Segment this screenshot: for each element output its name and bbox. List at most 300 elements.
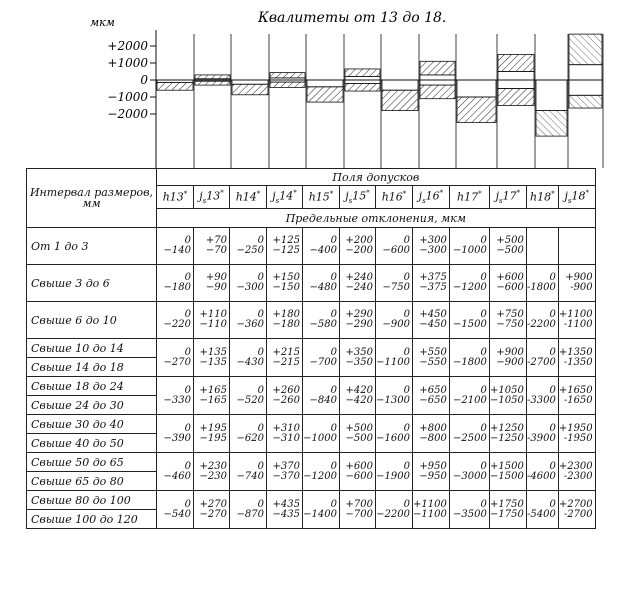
field-header	[413, 186, 450, 209]
deviation-cell	[558, 377, 595, 415]
lower-deviation: −400	[309, 245, 337, 256]
field-header	[558, 186, 595, 209]
lower-deviation: −150	[272, 282, 300, 293]
band-lower-js17	[498, 89, 534, 106]
lower-deviation: −195	[199, 432, 227, 444]
field-grade: 15	[352, 189, 367, 203]
upper-deviation: +650	[419, 384, 447, 396]
lower-deviation: −650	[419, 394, 447, 406]
deviation-cell	[267, 339, 303, 377]
deviation-cell	[194, 302, 230, 339]
deviations-title: Предельные отклонения, мкм	[157, 209, 596, 228]
lower-deviation: −1050	[490, 394, 524, 406]
deviation-cell	[303, 415, 340, 453]
deviation-cell	[157, 491, 194, 529]
upper-deviation: +600	[496, 272, 524, 283]
lower-deviation: -1950	[563, 432, 593, 444]
upper-deviation: +150	[272, 272, 300, 283]
deviation-cell	[449, 228, 489, 265]
upper-deviation: +750	[496, 309, 524, 320]
upper-deviation: +370	[272, 460, 300, 472]
upper-deviation: +90	[205, 272, 227, 283]
lower-deviation: −600	[382, 245, 410, 256]
table-row	[27, 228, 596, 265]
lower-deviation: -2300	[563, 470, 593, 482]
deviation-cell	[303, 339, 340, 377]
deviation-cell	[194, 339, 230, 377]
upper-deviation: 0	[403, 309, 410, 320]
lower-deviation: −1100	[413, 508, 447, 520]
deviation-chart	[0, 0, 618, 170]
deviation-cell	[489, 228, 526, 265]
field-header	[303, 186, 340, 209]
band-lower-h18	[536, 111, 567, 137]
upper-deviation: 0	[480, 384, 487, 396]
lower-deviation: -1350	[563, 356, 593, 368]
deviation-cell	[340, 265, 376, 302]
deviation-cell	[267, 302, 303, 339]
lower-deviation: −180	[272, 319, 300, 330]
lower-deviation: −620	[236, 432, 264, 444]
upper-deviation: +125	[272, 235, 300, 246]
upper-deviation: +70	[205, 235, 227, 246]
lower-deviation: −3000	[453, 470, 487, 482]
interval-label: Свыше 6 до 10	[27, 302, 157, 339]
deviation-cell	[376, 453, 413, 491]
field-sub: s	[348, 196, 353, 205]
lower-deviation: −460	[163, 470, 191, 482]
deviation-cell	[194, 265, 230, 302]
upper-deviation: +215	[272, 346, 300, 358]
field-grade: 18	[571, 189, 586, 203]
lower-deviation: −360	[236, 319, 264, 330]
field-sub: s	[422, 196, 426, 205]
field-base: h	[530, 190, 538, 204]
lower-deviation: -2700	[527, 356, 556, 368]
upper-deviation: +135	[199, 346, 227, 358]
field-header	[340, 186, 376, 209]
lower-deviation: −330	[163, 394, 191, 406]
lower-deviation: -3900	[527, 432, 556, 444]
upper-deviation: +260	[272, 384, 300, 396]
field-grade: 18	[537, 190, 552, 204]
lower-deviation: −1250	[490, 432, 524, 444]
lower-deviation: −740	[236, 470, 264, 482]
upper-deviation: 0	[184, 235, 191, 246]
upper-deviation: +450	[419, 309, 447, 320]
lower-deviation: −800	[419, 432, 447, 444]
deviation-cell	[267, 228, 303, 265]
lower-deviation: −900	[382, 319, 410, 330]
field-sub: s	[498, 196, 503, 205]
upper-deviation: 0	[330, 422, 337, 434]
field-grade: 16	[425, 189, 440, 203]
lower-deviation: −520	[236, 394, 264, 406]
field-grade: 13	[169, 190, 184, 204]
deviation-cell	[303, 302, 340, 339]
deviation-cell	[526, 415, 558, 453]
lower-deviation: −1100	[376, 356, 410, 368]
deviation-cell	[489, 415, 526, 453]
deviation-cell	[413, 491, 450, 529]
deviation-cell	[489, 339, 526, 377]
deviation-cell	[376, 339, 413, 377]
lower-deviation: −300	[236, 282, 264, 293]
deviation-cell	[230, 339, 267, 377]
lower-deviation: −70	[205, 245, 227, 256]
lower-deviation: −1000	[303, 432, 337, 444]
upper-deviation: +300	[419, 235, 447, 246]
table-row	[27, 265, 596, 302]
upper-deviation: +950	[419, 460, 447, 472]
upper-deviation: +200	[345, 235, 373, 246]
upper-deviation: 0	[549, 498, 556, 510]
deviation-cell	[376, 265, 413, 302]
field-star: *	[293, 188, 297, 197]
deviation-cell	[303, 228, 340, 265]
upper-deviation: 0	[257, 309, 264, 320]
upper-deviation: 0	[403, 384, 410, 396]
deviation-cell	[157, 339, 194, 377]
upper-deviation: +290	[345, 309, 373, 320]
band-inner-h15	[307, 80, 343, 87]
tick-label: +2000	[107, 39, 148, 53]
field-grade: 13	[206, 189, 221, 203]
upper-deviation: +1350	[558, 346, 593, 358]
field-star: *	[329, 190, 334, 199]
field-header	[376, 186, 413, 209]
field-grade: 17	[464, 190, 479, 204]
upper-deviation: 0	[549, 272, 556, 283]
lower-deviation: −600	[496, 282, 524, 293]
band-upper-js13	[195, 75, 230, 79]
interval-label: Свыше 100 до 120	[27, 510, 157, 529]
deviation-cell	[526, 377, 558, 415]
lower-deviation: −300	[419, 245, 447, 256]
upper-deviation: +240	[345, 272, 373, 283]
lower-deviation: −3500	[453, 508, 487, 520]
upper-deviation: +230	[199, 460, 227, 472]
field-base: j	[495, 189, 499, 203]
upper-deviation: +165	[199, 384, 227, 396]
lower-deviation: −2100	[453, 394, 487, 406]
lower-deviation: −200	[345, 245, 373, 256]
upper-deviation: 0	[184, 272, 191, 283]
field-base: h	[235, 190, 243, 204]
field-header	[194, 186, 230, 209]
lower-deviation: -2200	[527, 319, 556, 330]
deviation-cell	[230, 228, 267, 265]
upper-deviation: 0	[184, 498, 191, 510]
fields-title: Поля допусков	[157, 169, 596, 186]
deviation-cell	[157, 228, 194, 265]
field-star: *	[220, 188, 224, 197]
lower-deviation: -5400	[527, 508, 556, 520]
axis-unit: мкм	[90, 16, 115, 29]
lower-deviation: -3300	[527, 394, 556, 406]
deviation-cell	[489, 302, 526, 339]
upper-deviation: +1650	[558, 384, 593, 396]
upper-deviation: 0	[403, 346, 410, 358]
upper-deviation: 0	[403, 235, 410, 246]
band-lower-js14	[270, 82, 305, 87]
deviation-cell	[267, 377, 303, 415]
band-inner-h18	[536, 80, 567, 111]
band-inner-h16	[382, 80, 418, 90]
lower-deviation: -4600	[527, 470, 556, 482]
lower-deviation: −430	[236, 356, 264, 368]
upper-deviation: 0	[403, 272, 410, 283]
lower-deviation: −1300	[376, 394, 410, 406]
deviation-cell	[526, 339, 558, 377]
field-star: *	[402, 190, 407, 199]
lower-deviation: −250	[236, 245, 264, 256]
upper-deviation: +800	[419, 422, 447, 434]
lower-deviation: -2700	[563, 508, 593, 520]
deviation-cell	[267, 453, 303, 491]
upper-deviation: 0	[549, 346, 556, 358]
table-row	[27, 302, 596, 339]
upper-deviation: +1500	[490, 460, 524, 472]
lower-deviation: −500	[345, 432, 373, 444]
lower-deviation: −1900	[376, 470, 410, 482]
upper-deviation: +600	[345, 460, 373, 472]
deviation-cell	[449, 491, 489, 529]
field-sub: s	[202, 196, 207, 205]
lower-deviation: −390	[163, 432, 191, 444]
upper-deviation: +110	[199, 309, 227, 320]
upper-deviation: 0	[480, 422, 487, 434]
band-inner-h17	[457, 80, 496, 97]
interval-label: Свыше 50 до 65	[27, 453, 157, 472]
deviation-cell	[558, 339, 595, 377]
upper-deviation: +900	[496, 346, 524, 358]
chart-title: Квалитеты от 13 до 18.	[258, 10, 447, 26]
deviation-cell	[267, 491, 303, 529]
deviation-cell	[558, 265, 595, 302]
table-row	[27, 491, 596, 510]
field-header	[526, 186, 558, 209]
deviation-cell	[489, 265, 526, 302]
interval-label: Свыше 30 до 40	[27, 415, 157, 434]
lower-deviation: −270	[163, 356, 191, 368]
lower-deviation: −420	[345, 394, 373, 406]
deviation-cell	[413, 415, 450, 453]
lower-deviation: −500	[496, 245, 524, 256]
field-header	[489, 186, 526, 209]
lower-deviation: −260	[272, 394, 300, 406]
table-row	[27, 377, 596, 396]
deviation-cell	[230, 377, 267, 415]
deviation-cell	[526, 453, 558, 491]
deviation-cell	[194, 377, 230, 415]
interval-label: От 1 до 3	[27, 228, 157, 265]
field-sub: s	[275, 196, 280, 205]
deviation-cell	[449, 265, 489, 302]
interval-label: Свыше 3 до 6	[27, 265, 157, 302]
deviation-cell	[340, 491, 376, 529]
field-base: j	[199, 189, 203, 203]
upper-deviation: +1100	[413, 498, 447, 510]
band-lower-js18	[569, 95, 602, 108]
lower-deviation: -1100	[563, 319, 593, 330]
deviation-cell	[376, 377, 413, 415]
upper-deviation: 0	[549, 422, 556, 434]
upper-deviation: +900	[565, 272, 593, 283]
upper-deviation: +500	[496, 235, 524, 246]
lower-deviation: −230	[199, 470, 227, 482]
field-grade: 16	[388, 190, 403, 204]
upper-deviation: +550	[419, 346, 447, 358]
upper-deviation: 0	[480, 498, 487, 510]
upper-deviation: +700	[345, 498, 373, 510]
deviation-cell	[413, 228, 450, 265]
lower-deviation: −375	[419, 282, 447, 293]
deviation-cell	[194, 453, 230, 491]
table-row	[27, 339, 596, 358]
deviation-cell	[303, 265, 340, 302]
deviation-cell	[157, 302, 194, 339]
field-star: *	[585, 188, 589, 197]
deviation-cell	[376, 491, 413, 529]
upper-deviation: 0	[480, 346, 487, 358]
lower-deviation: −450	[419, 319, 447, 330]
deviation-cell	[558, 491, 595, 529]
lower-deviation: −1800	[453, 356, 487, 368]
interval-label: Свыше 18 до 24	[27, 377, 157, 396]
field-base: j	[272, 189, 276, 203]
upper-deviation: 0	[549, 384, 556, 396]
lower-deviation: −750	[496, 319, 524, 330]
band-lower-js15	[345, 83, 380, 91]
field-star: *	[439, 188, 444, 197]
lower-deviation: −700	[309, 356, 337, 368]
upper-deviation: 0	[184, 422, 191, 434]
deviation-cell	[376, 302, 413, 339]
upper-deviation: 0	[184, 309, 191, 320]
lower-deviation: −1600	[376, 432, 410, 444]
deviation-cell	[194, 228, 230, 265]
upper-deviation: 0	[184, 460, 191, 472]
table-row	[27, 453, 596, 472]
lower-deviation: −135	[199, 356, 227, 368]
deviation-cell	[157, 453, 194, 491]
upper-deviation: +435	[272, 498, 300, 510]
band-lower-h16	[382, 90, 418, 110]
upper-deviation: +1250	[490, 422, 524, 434]
deviation-cell	[230, 415, 267, 453]
lower-deviation: −140	[163, 245, 191, 256]
deviation-cell	[413, 377, 450, 415]
band-lower-h13	[157, 82, 193, 90]
interval-label: Свыше 24 до 30	[27, 396, 157, 415]
band-lower-js16	[420, 85, 455, 99]
deviation-cell	[230, 265, 267, 302]
upper-deviation: 0	[257, 498, 264, 510]
deviation-cell	[230, 491, 267, 529]
deviation-cell	[303, 491, 340, 529]
upper-deviation: 0	[330, 460, 337, 472]
lower-deviation: −370	[272, 470, 300, 482]
band-upper-js18	[569, 34, 602, 65]
lower-deviation: −1500	[490, 470, 524, 482]
lower-deviation: −270	[199, 508, 227, 520]
band-upper-js16	[420, 61, 455, 75]
lower-deviation: −1750	[490, 508, 524, 520]
deviation-cell	[340, 377, 376, 415]
upper-deviation: 0	[257, 272, 264, 283]
deviation-cell	[340, 339, 376, 377]
upper-deviation: 0	[403, 460, 410, 472]
deviation-cell	[230, 302, 267, 339]
upper-deviation: +1750	[490, 498, 524, 510]
field-grade: 15	[315, 190, 330, 204]
deviation-cell	[413, 302, 450, 339]
interval-label: Свыше 80 до 100	[27, 491, 157, 510]
upper-deviation: +2700	[558, 498, 593, 510]
band-lower-h17	[457, 97, 496, 123]
field-grade: 14	[242, 190, 257, 204]
lower-deviation: −90	[205, 282, 227, 293]
lower-deviation: −110	[199, 319, 227, 330]
upper-deviation: 0	[330, 346, 337, 358]
field-header	[449, 186, 489, 209]
lower-deviation: −310	[272, 432, 300, 444]
deviation-cell	[558, 415, 595, 453]
upper-deviation: 0	[549, 309, 556, 320]
lower-deviation: −1000	[453, 245, 487, 256]
lower-deviation: −550	[419, 356, 447, 368]
deviation-cell	[340, 415, 376, 453]
upper-deviation: +375	[419, 272, 447, 283]
deviation-cell	[558, 228, 595, 265]
deviation-cell	[489, 491, 526, 529]
field-star: *	[516, 188, 521, 197]
upper-deviation: 0	[480, 460, 487, 472]
field-base: j	[418, 189, 423, 203]
tolerance-table	[26, 168, 596, 529]
deviation-cell	[194, 491, 230, 529]
deviation-cell	[194, 415, 230, 453]
upper-deviation: 0	[184, 346, 191, 358]
lower-deviation: -1800	[527, 282, 556, 293]
lower-deviation: −125	[272, 245, 300, 256]
lower-deviation: −165	[199, 394, 227, 406]
upper-deviation: 0	[330, 272, 337, 283]
band-upper-js17	[498, 55, 534, 72]
field-header	[157, 186, 194, 209]
upper-deviation: 0	[480, 235, 487, 246]
deviation-cell	[157, 377, 194, 415]
deviation-cell	[413, 265, 450, 302]
deviation-cell	[449, 415, 489, 453]
field-grade: 17	[502, 189, 517, 203]
band-lower-h14	[232, 84, 268, 95]
lower-deviation: −870	[236, 508, 264, 520]
band-upper-js15	[345, 69, 380, 77]
deviation-cell	[449, 339, 489, 377]
lower-deviation: −435	[272, 508, 300, 520]
tick-label: −1000	[107, 90, 148, 104]
deviation-cell	[558, 302, 595, 339]
deviation-cell	[376, 228, 413, 265]
interval-label: Свыше 65 до 80	[27, 472, 157, 491]
field-header	[267, 186, 303, 209]
deviation-cell	[303, 453, 340, 491]
deviation-cell	[489, 377, 526, 415]
upper-deviation: 0	[480, 272, 487, 283]
deviation-cell	[413, 339, 450, 377]
